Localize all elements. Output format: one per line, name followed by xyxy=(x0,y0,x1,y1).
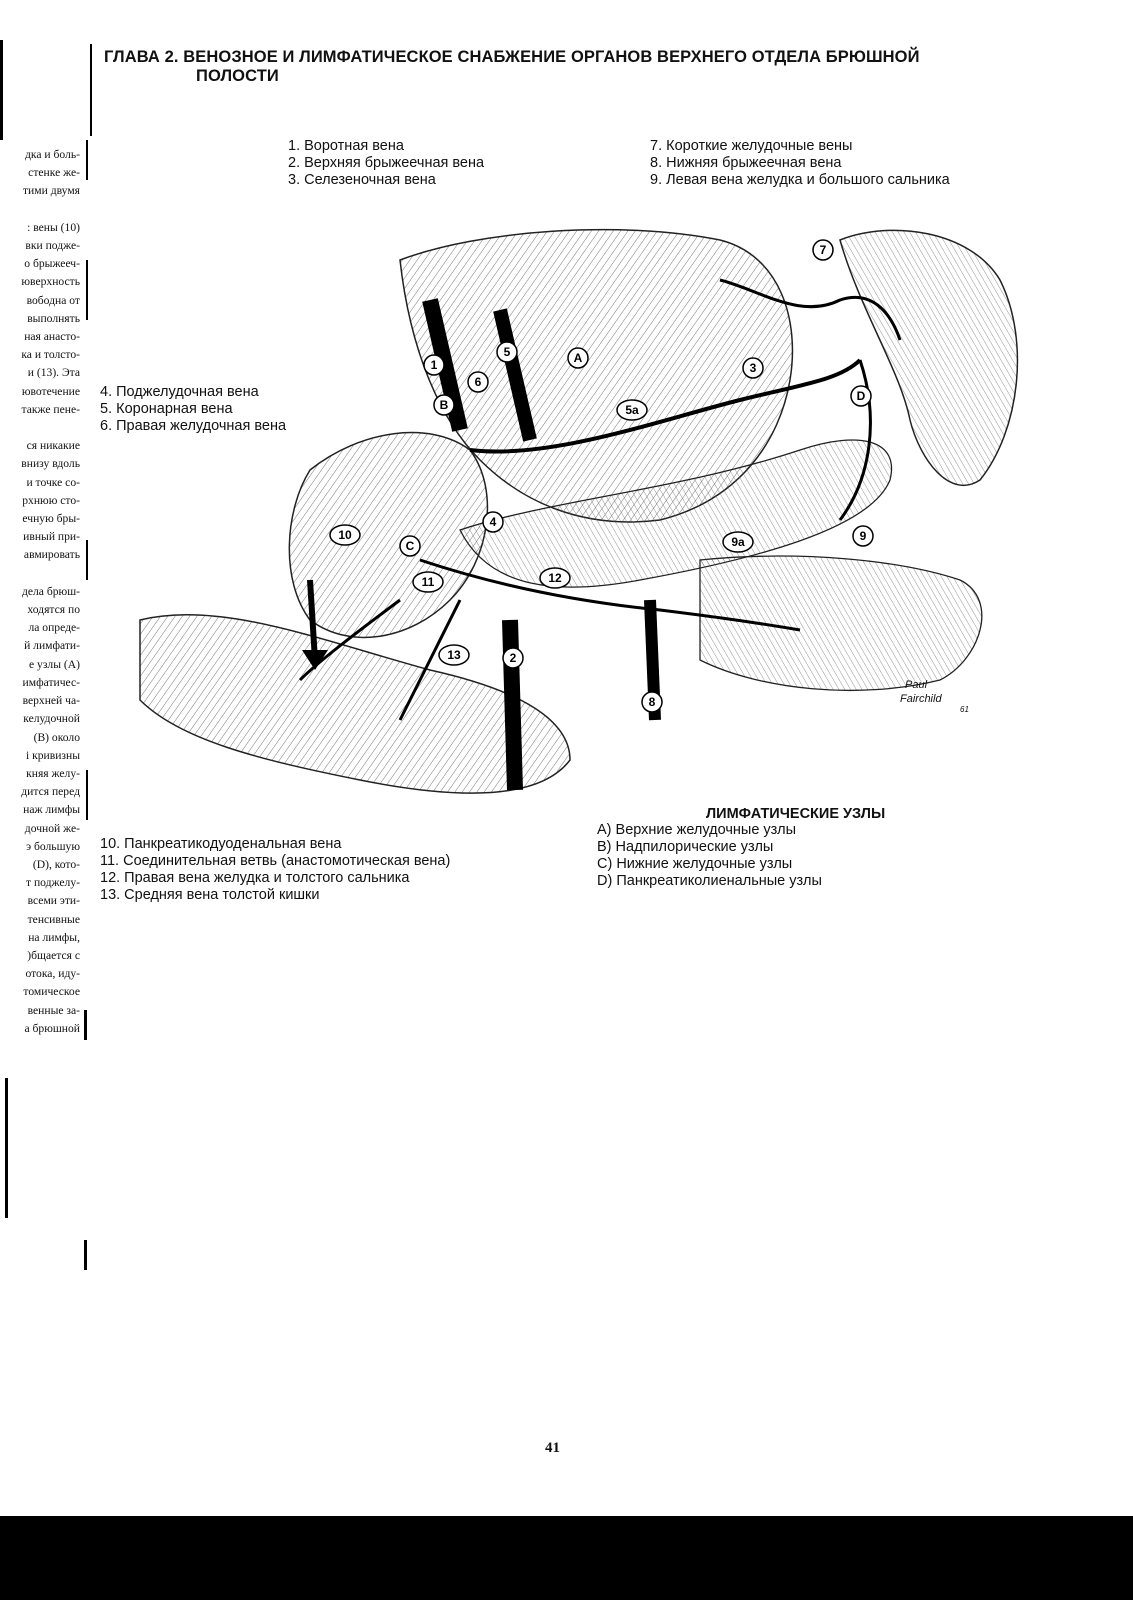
adjacent-page-line: ла опреде- xyxy=(28,621,80,635)
vein-number-label: 5a xyxy=(625,403,639,417)
vein-number-label: 3 xyxy=(749,361,757,375)
vein-number-label: 12 xyxy=(548,571,562,585)
adjacent-page-line: й лимфати- xyxy=(24,639,80,653)
adjacent-page-line: венные за- xyxy=(27,1003,80,1017)
adjacent-page-line: внизу вдоль xyxy=(21,457,80,471)
vein-number-label: 4 xyxy=(489,515,497,529)
lymph-node-label: B xyxy=(439,398,449,412)
legend-item: 8. Нижняя брыжеечная вена xyxy=(650,155,842,171)
legend-item: 11. Соединительная ветвь (анастомотическая вена) xyxy=(100,853,451,869)
scan-gutter-bar xyxy=(86,770,88,820)
vein-number-label: 10 xyxy=(338,528,352,542)
legend-item: 5. Коронарная вена xyxy=(100,401,233,417)
adjacent-page-line: э большую xyxy=(26,839,80,853)
adjacent-page-line: на лимфы, xyxy=(28,930,80,944)
lymph-node-label: D xyxy=(856,389,866,403)
legend-item: 4. Поджелудочная вена xyxy=(100,384,259,400)
lymph-nodes-title: ЛИМФАТИЧЕСКИЕ УЗЛЫ xyxy=(706,806,886,822)
adjacent-page-line: томическое xyxy=(23,985,80,999)
scan-edge-bar xyxy=(0,40,3,140)
legend-item: 9. Левая вена желудка и большого сальника xyxy=(650,172,950,188)
scan-gutter-bar xyxy=(84,1010,87,1040)
scan-gutter-bar xyxy=(86,540,88,580)
adjacent-page-line: ходятся по xyxy=(27,603,80,617)
adjacent-page-line: е узлы (А) xyxy=(29,657,80,671)
adjacent-page-line: выполнять xyxy=(27,311,80,325)
adjacent-page-line: (В) около xyxy=(33,730,80,744)
adjacent-page-line: дка и боль- xyxy=(25,148,80,161)
legend-item: C) Нижние желудочные узлы xyxy=(597,856,793,872)
adjacent-page-line: дела брюш- xyxy=(21,584,80,598)
adjacent-page-line: стенке же- xyxy=(28,166,80,180)
scan-gutter-bar xyxy=(90,44,92,136)
vein-number-label: 9a xyxy=(731,535,745,549)
adjacent-page-line: ивный при- xyxy=(23,530,80,544)
vein-number-label: 2 xyxy=(509,651,517,665)
page-number: 41 xyxy=(545,1440,560,1456)
adjacent-page-line: верхней ча- xyxy=(22,694,80,708)
adjacent-page-line xyxy=(8,201,80,219)
adjacent-page-line: авмировать xyxy=(23,548,80,562)
legend-item: 3. Селезеночная вена xyxy=(288,172,436,188)
adjacent-page-line xyxy=(8,419,80,437)
scan-gutter-bar xyxy=(84,1240,87,1270)
scan-gutter-bar xyxy=(86,140,88,180)
scan-bottom-band xyxy=(0,1516,1133,1600)
legend-item: A) Верхние желудочные узлы xyxy=(597,822,797,838)
chapter-heading-line1: ГЛАВА 2. ВЕНОЗНОЕ И ЛИМФАТИЧЕСКОЕ СНАБЖЕНИЕ ОРГАНОВ ВЕРХНЕГО ОТДЕЛА БРЮШНОЙ xyxy=(104,48,920,66)
adjacent-page-line: )бщается с xyxy=(27,948,80,962)
adjacent-page-line: ювотечение xyxy=(21,384,80,398)
adjacent-page-line: : вены (10) xyxy=(27,220,80,234)
vein-number-label: 6 xyxy=(474,375,482,389)
adjacent-page-line: тими двумя xyxy=(22,184,80,198)
adjacent-page-line: юверхность xyxy=(21,275,80,289)
legend-item: 6. Правая желудочная вена xyxy=(100,418,287,434)
vein-number-label: 5 xyxy=(503,345,511,359)
legend-item: B) Надпилорические узлы xyxy=(597,839,774,855)
vein-number-label: 9 xyxy=(859,529,867,543)
superior-mesenteric-vein xyxy=(510,620,515,790)
legend-item: 10. Панкреатикодуоденальная вена xyxy=(100,836,342,852)
adjacent-page-line: дочной же- xyxy=(24,821,80,835)
adjacent-page-line: всеми эти- xyxy=(27,894,80,908)
chapter-heading-line2: ПОЛОСТИ xyxy=(196,67,279,85)
vein-number-label: 13 xyxy=(447,648,461,662)
vein-number-label: 11 xyxy=(421,575,435,589)
artist-signature-year: 61 xyxy=(960,705,969,714)
adjacent-page-line: (D), кото- xyxy=(32,857,80,871)
adjacent-page-line: ечную бры- xyxy=(22,512,80,526)
adjacent-page-line: вки подже- xyxy=(25,239,80,253)
adjacent-page-line: наж лимфы xyxy=(23,803,80,817)
scan-gutter-bar xyxy=(86,260,88,320)
adjacent-page-line: княя желу- xyxy=(26,766,80,780)
lymph-node-label: A xyxy=(573,351,583,365)
legend-bottom-left xyxy=(100,836,450,904)
adjacent-page-line: вободна от xyxy=(26,293,80,307)
legend-item: 13. Средняя вена толстой кишки xyxy=(100,887,320,903)
vein-number-label: 8 xyxy=(648,695,656,709)
artist-signature: Fairchild xyxy=(900,693,942,705)
adjacent-page-line: о брыжееч- xyxy=(24,257,80,271)
adjacent-page-line: дится перед xyxy=(21,785,80,799)
legend-item: D) Панкреатиколиенальные узлы xyxy=(597,873,822,889)
adjacent-page-line: і кривизны xyxy=(25,748,80,762)
legend-item: 7. Короткие желудочные вены xyxy=(650,138,853,154)
adjacent-page-line: рхнюю сто- xyxy=(22,493,80,507)
legend-item: 2. Верхняя брыжеечная вена xyxy=(288,155,485,171)
adjacent-page-line: отока, иду- xyxy=(25,967,80,981)
scan-edge-bar xyxy=(5,1078,8,1218)
chapter-heading xyxy=(104,48,1064,86)
adjacent-page-line: и точке со- xyxy=(26,475,80,489)
adjacent-page-text xyxy=(8,146,80,1038)
adjacent-page-line: тенсивные xyxy=(27,912,80,926)
adjacent-page-line: имфатичес- xyxy=(22,675,80,689)
adjacent-page-line: келудочной xyxy=(23,712,80,726)
adjacent-page-line: ся никакие xyxy=(26,439,80,453)
lymph-node-label: C xyxy=(405,539,415,553)
artist-signature: Paul xyxy=(905,679,928,691)
anatomical-illustration xyxy=(100,200,1040,840)
adjacent-page-line: ка и толсто- xyxy=(21,348,80,362)
adjacent-page-line: т поджелу- xyxy=(26,876,80,890)
legend-item: 1. Воротная вена xyxy=(288,138,404,154)
colon-shape xyxy=(700,556,982,690)
legend-top-left xyxy=(288,138,484,189)
legend-top-right xyxy=(650,138,950,189)
adjacent-page-line: а брюшной xyxy=(24,1021,80,1035)
legend-item: 12. Правая вена желудка и толстого сальника xyxy=(100,870,410,886)
adjacent-page-line: и (13). Эта xyxy=(27,366,80,380)
vein-number-label: 7 xyxy=(819,243,827,257)
adjacent-page-line: ная анасто- xyxy=(24,330,80,344)
adjacent-page-line: также пене- xyxy=(21,402,80,416)
adjacent-page-line xyxy=(8,565,80,583)
vein-number-label: 1 xyxy=(430,358,438,372)
